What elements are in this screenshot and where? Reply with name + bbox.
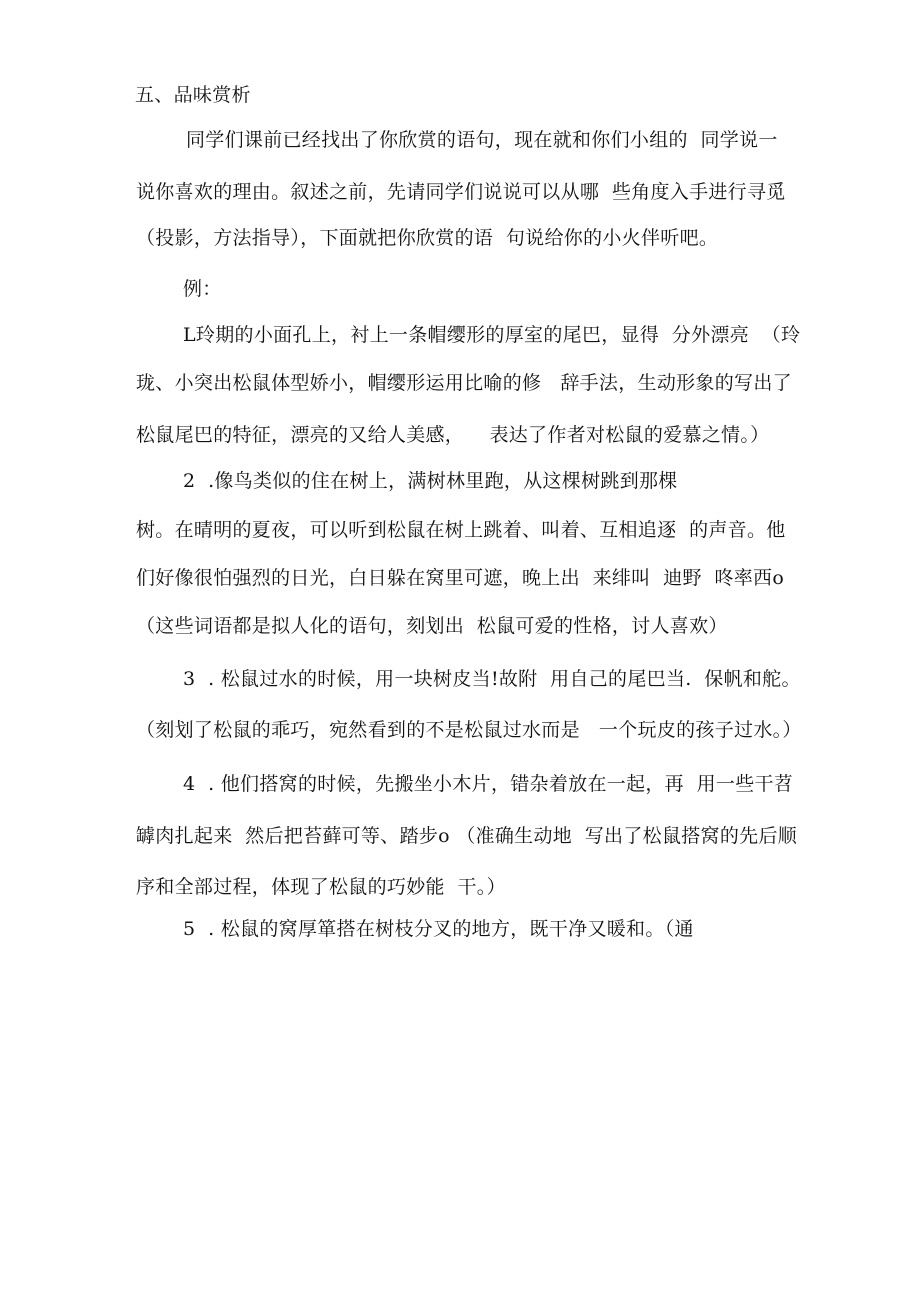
item-line: 序和全部过程，体现了松鼠的巧妙能 干。） — [136, 876, 506, 898]
section-heading: 五、品味赏析 — [135, 84, 251, 106]
item-line: 松鼠尾巴的特征，漂亮的又给人美感， 表达了作者对松鼠的爱慕之情。） — [136, 424, 770, 446]
intro-line: 说你喜欢的理由。叙述之前，先请同学们说说可以从哪 些角度入手进行寻觅 — [136, 181, 786, 203]
item-line: （刻划了松鼠的乖巧，宛然看到的不是松鼠过水而是 一个玩皮的孩子过水。） — [136, 719, 802, 741]
item-line: 珑、小突出松鼠体型娇小，帽缨形运用比喻的修 辞手法，生动形象的写出了 — [136, 372, 792, 394]
item-line: （这些词语都是拟人化的语句，刻划出 松鼠可爱的性格，讨人喜欢） — [136, 615, 728, 637]
item-line: 3 . 松鼠过水的时候，用一块树皮当!故附 用自己的尾巴当. 保帆和舵。 — [183, 668, 801, 690]
item-line: 5 . 松鼠的窝厚箪搭在树枝分叉的地方，既干净又暖和。（通 — [183, 918, 694, 940]
intro-line: （投影，方法指导），下面就把你欣赏的语 句说给你的小火伴听吧。 — [136, 227, 719, 249]
intro-line: 同学们课前已经找出了你欣赏的语句，现在就和你们小组的 同学说一 — [186, 129, 778, 151]
item-line: 罅肉扎起来 然后把苔藓可等、踏步o （准确生动地 写出了松鼠搭窝的先后顺 — [136, 825, 798, 847]
item-line: L玲期的小面孔上，衬上一条帽缨形的厚室的尾巴，显得 分外漂亮 （玲 — [183, 324, 801, 346]
item-line: 树。在晴明的夏夜，可以听到松鼠在树上跳着、叫着、互相追逐 的声音。他 — [136, 519, 786, 541]
item-line: 2 .像鸟类似的住在树上，满树林里跑，从这棵树跳到那棵 — [183, 470, 678, 492]
example-label: 例： — [183, 278, 222, 300]
item-line: 们好像很怕强烈的日光，白日躲在窝里可遮，晚上出 来绯叫 迪野 咚率西o — [136, 567, 785, 589]
item-line: 4 . 他们搭窝的时候，先搬坐小木片，错杂着放在一起，再 用一些干苕 — [183, 773, 794, 795]
